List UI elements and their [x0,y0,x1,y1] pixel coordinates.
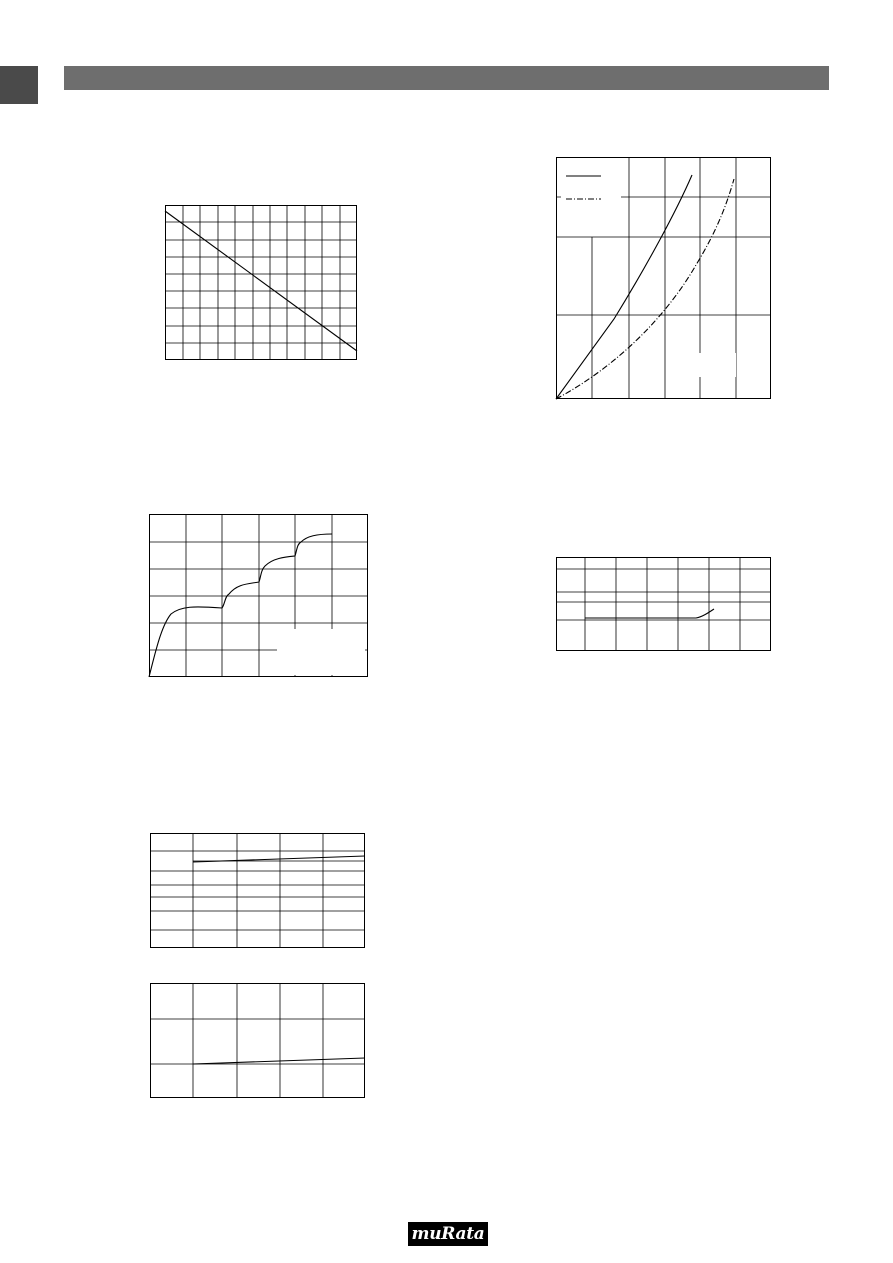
chart-5 [556,157,771,399]
chart-3-frame [151,834,365,948]
chart-4 [150,983,365,1098]
chart-1-grid [165,205,357,360]
chart-6 [556,557,771,651]
chart-2 [149,514,368,677]
chart-6-frame [557,558,771,651]
chart-1-series [165,211,357,351]
chart-6-grid [556,557,771,651]
chart-3-grid [150,833,365,948]
chart-1-frame [166,206,357,360]
chart-4-frame [151,984,365,1098]
chart-4-series [193,1058,365,1064]
chart-5-legend-area [561,165,621,220]
chart-6-series [585,609,714,618]
chart-1 [165,205,357,360]
murata-logo [408,1222,488,1246]
header-bar [64,66,829,90]
chart-3 [150,833,365,948]
side-tab [0,66,38,104]
chart-2-legend-area [277,629,365,675]
chart-5-note-area [696,353,736,377]
logo-text: muRata [411,1224,485,1244]
chart-4-grid [150,983,365,1098]
